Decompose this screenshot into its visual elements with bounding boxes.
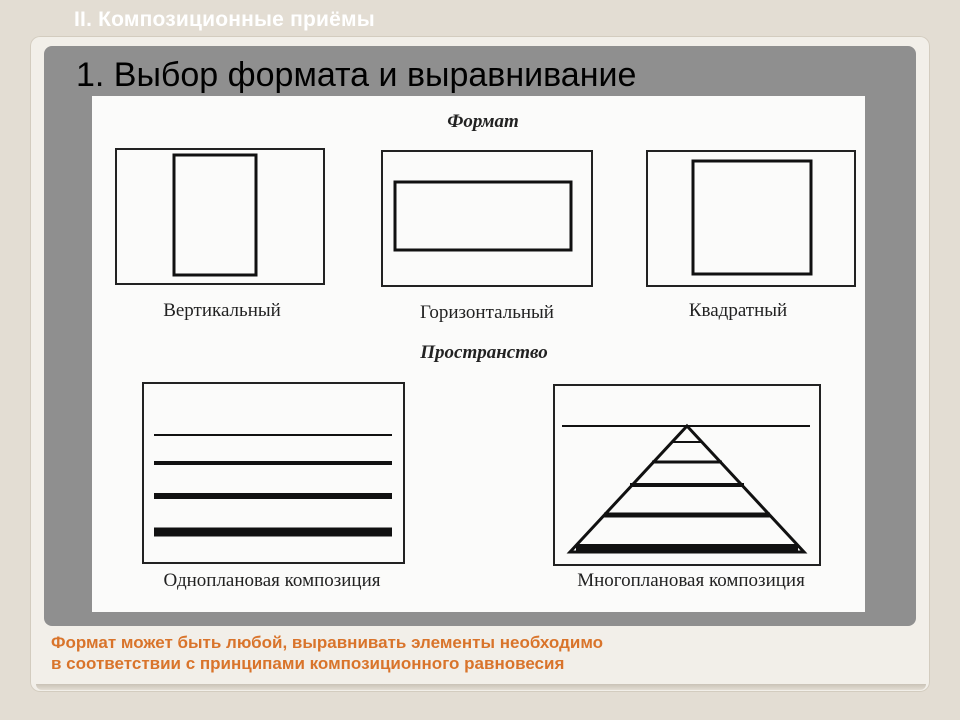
multi-plane-triangle [570,426,804,552]
square-format-inner-rect [693,161,811,274]
slide-caption [51,632,911,674]
scanned-figure [92,96,865,612]
multi-plane-label: Многоплановая композиция [577,570,805,591]
frame-shadow [36,684,926,690]
vertical-format-label: Вертикальный [163,300,281,321]
space-heading: Пространство [420,342,548,363]
vertical-format-inner-rect [174,155,256,275]
horizontal-format-frame [382,151,592,286]
horizontal-format-inner-rect [395,182,571,250]
format-space-diagram [92,96,865,612]
square-format-frame [647,151,855,286]
section-title: II. Композиционные приёмы [74,8,375,31]
horizontal-format-label: Горизонтальный [420,302,554,323]
vertical-format-frame [116,149,324,284]
single-plane-label: Одноплановая композиция [163,570,381,591]
caption-line-1: Формат может быть любой, выравнивать элементы необходимо [51,633,604,652]
square-format-label: Квадратный [688,300,788,321]
caption-line-2: в соответствии с принципами композиционного равновесия [51,654,565,673]
multi-plane-frame [554,385,820,565]
format-heading: Формат [447,111,519,132]
slide-title: 1. Выбор формата и выравнивание [76,56,637,94]
